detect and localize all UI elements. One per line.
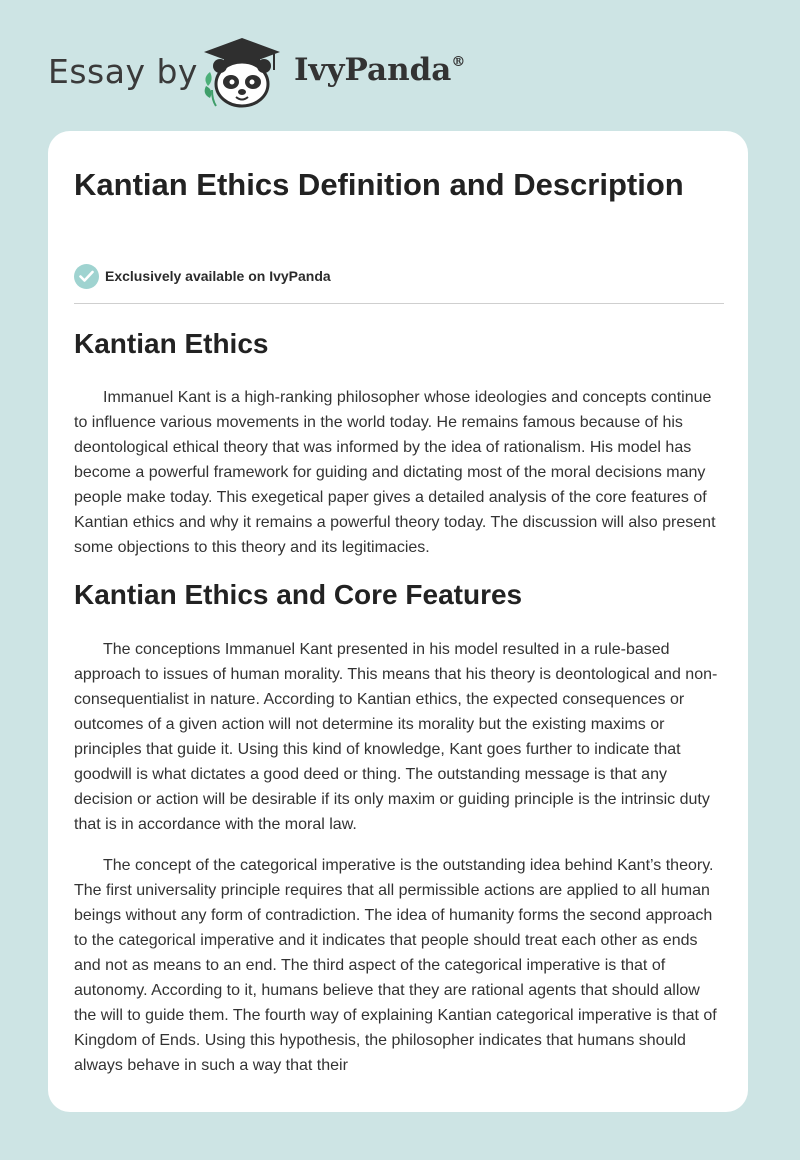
- section-heading: Kantian Ethics and Core Features: [74, 579, 523, 610]
- divider: [74, 303, 724, 304]
- paragraph: The conceptions Immanuel Kant presented in his model resulted in a rule-based approach to issues of human morality. This means that his theory is deontological and non-consequentialist in nature. According to Kantian ethics, the expected consequences or outcomes of a given action will not determine its morality but the existing maxims or principles that guide it. Using this kind of knowledge, Kant goes further to indicate that goodwill is what dictates a good deed or thing. The outstanding message is that any decision or action will be desirable if its only maxim or guiding principle is the intrinsic duty that is in accordance with the moral law.: [74, 641, 718, 833]
- brand-text: IvyPanda: [294, 52, 452, 88]
- essay-by-label: Essay by: [48, 52, 198, 91]
- registered-mark: ®: [451, 54, 466, 70]
- site-header: [0, 0, 800, 130]
- exclusive-badge: [74, 263, 331, 289]
- page-title: Kantian Ethics Definition and Description: [74, 167, 684, 202]
- section-heading: Kantian Ethics: [74, 328, 269, 359]
- brand-name[interactable]: [294, 52, 465, 88]
- badge-text: Exclusively available on IvyPanda: [105, 268, 331, 284]
- paragraph: Immanuel Kant is a high-ranking philosopher whose ideologies and concepts continue to influence various movements in the world today. He remains famous because of his deontological ethical theory that was informed by the idea of rationalism. His model has become a powerful framework for guiding and dictating most of the moral decisions many people make today. This exegetical paper gives a detailed analysis of the core features of Kantian ethics and why it remains a powerful theory today. The discussion will also present some objections to this theory and its legitimacies.: [74, 389, 716, 556]
- paragraph: The concept of the categorical imperative is the outstanding idea behind Kant’s theory. The first universality principle requires that all permissible actions are applied to all human beings without any form of contradiction. The idea of humanity forms the second approach to the categorical imperative and it indicates that people should treat each other as ends and not as means to an end. The third aspect of the categorical imperative is that of autonomy. According to it, humans believe that they are rational agents that should allow the will to guide them. The fourth way of explaining Kantian categorical imperative is that of Kingdom of Ends. Using this hypothesis, the philosopher indicates that humans should always behave in such a way that their: [74, 857, 717, 1074]
- panda-graduate-icon[interactable]: [200, 36, 284, 108]
- check-icon: [74, 264, 99, 289]
- essay-card: [48, 131, 748, 1112]
